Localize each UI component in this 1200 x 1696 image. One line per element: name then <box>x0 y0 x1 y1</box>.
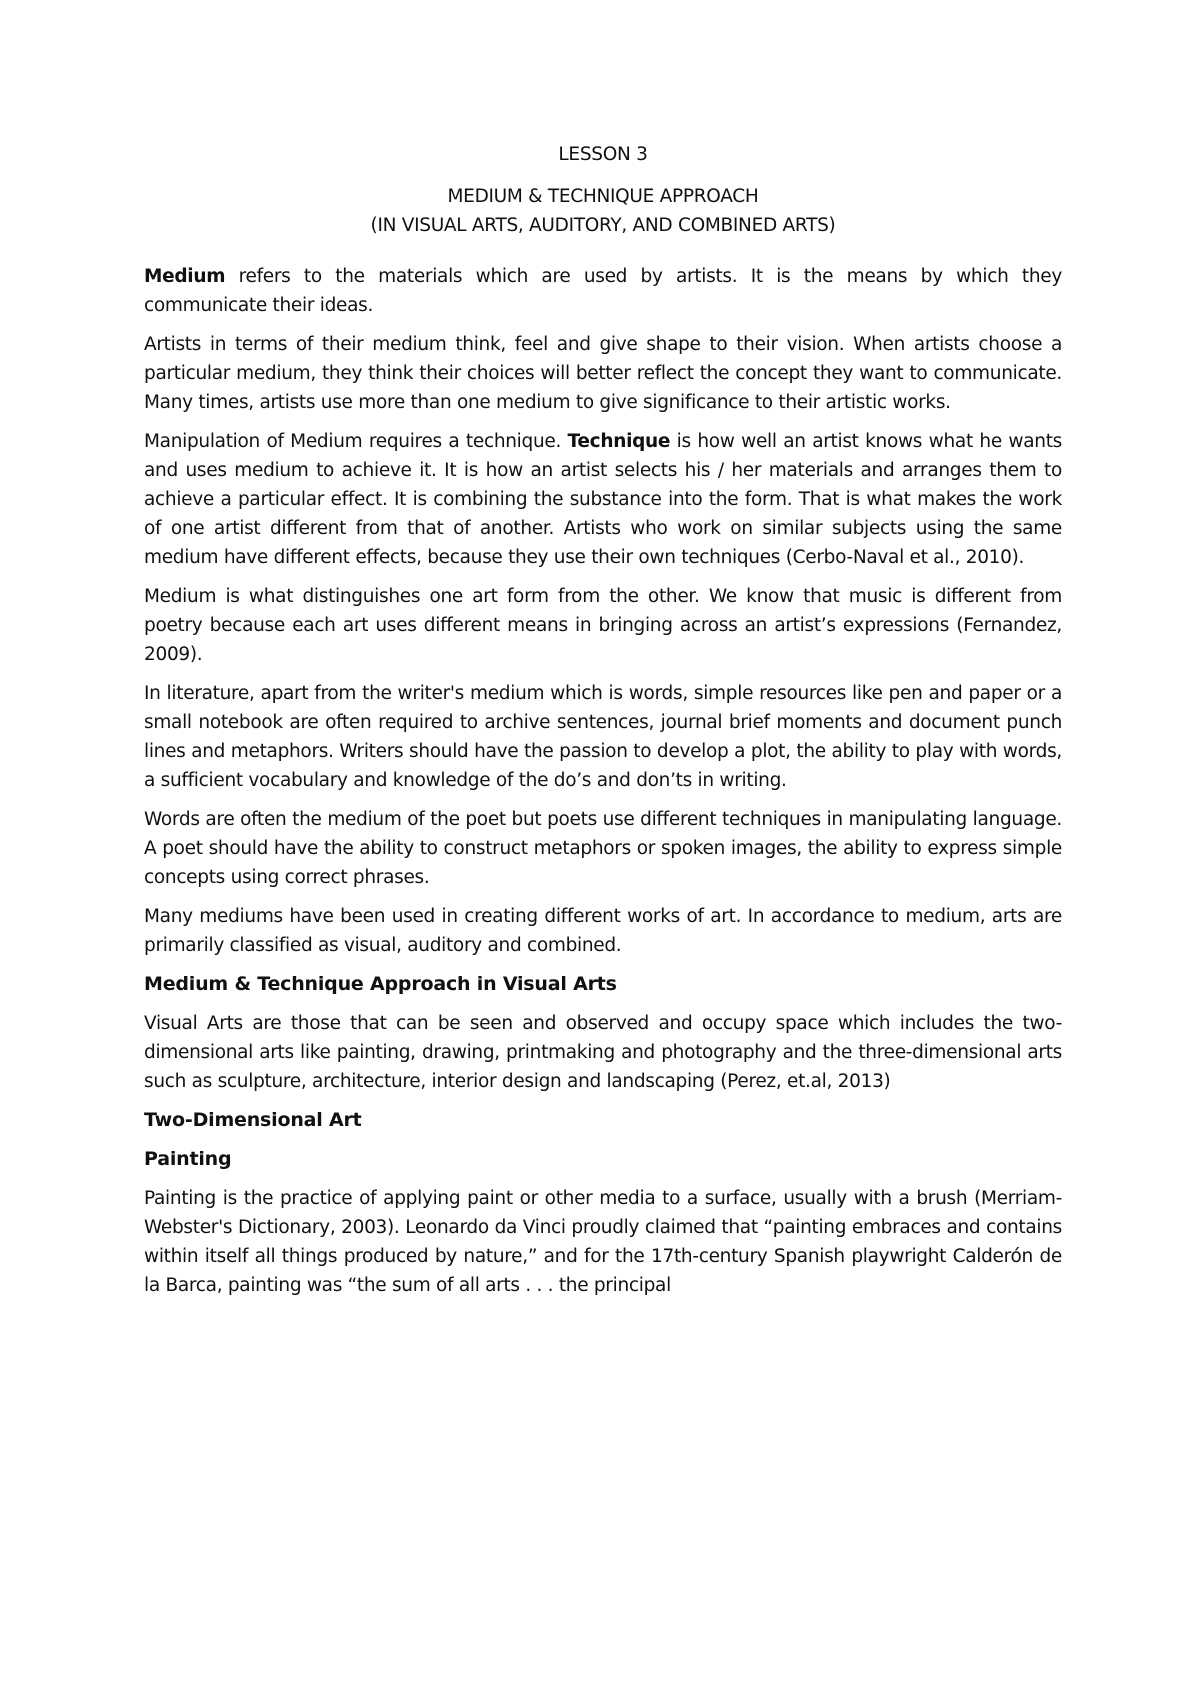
paragraph-medium-definition <box>144 262 1062 320</box>
paragraph-poetry: Words are often the medium of the poet but poets use different techniques in manipulating language. A poet should have the ability to construct metaphors or spoken images, the ability to express simple concepts using correct phrases. <box>144 809 1062 888</box>
paragraph-technique <box>144 427 1062 572</box>
paragraph-literature: In literature, apart from the writer's medium which is words, simple resources like pen and paper or a small notebook are often required to archive sentences, journal brief moments and document punch lines and metaphors. Writers should have the passion to develop a plot, the ability to play with words, a sufficient vocabulary and knowledge of the do’s and don’ts in writing. <box>144 683 1062 791</box>
paragraph-medium-definition-text: refers to the materials which are used by artists. It is the means by which they communicate their ideas. <box>144 266 1062 316</box>
paragraph-visual-arts: Visual Arts are those that can be seen and observed and occupy space which includes the two-dimensional arts like painting, drawing, printmaking and photography and the three-dimensional arts such as sculpture, architecture, interior design and landscaping (Perez, et.al, 2013) <box>144 1013 1062 1092</box>
lesson-number: LESSON 3 <box>558 144 648 165</box>
paragraph-art-forms: Medium is what distinguishes one art form from the other. We know that music is different from poetry because each art uses different means in bringing across an artist’s expressions (Fernandez, 2009). <box>144 586 1062 665</box>
paragraph-painting: Painting is the practice of applying paint or other media to a surface, usually with a brush (Merriam-Webster's Dictionary, 2003). Leonardo da Vinci proudly claimed that “painting embraces and contains within itself all things produced by nature,” and for the 17th-century Spanish playwright Calderón de la Barca, painting was “the sum of all arts . . . the principal <box>144 1188 1062 1296</box>
heading-two-dimensional-art: Two-Dimensional Art <box>144 1109 362 1131</box>
lesson-title-line-1: MEDIUM & TECHNIQUE APPROACH <box>447 186 759 207</box>
term-medium: Medium <box>144 266 226 287</box>
paragraph-technique-text: is how well an artist knows what he wants and uses medium to achieve it. It is how an artist selects his / her materials and arranges them to achieve a particular effect. It is combining the substance into the form. That is what makes the work of one artist different from that of another. Artists who work on similar subjects using the same medium have different effects, because they use their own techniques (Cerbo-Naval et al., 2010). <box>144 431 1062 568</box>
paragraph-artists-medium: Artists in terms of their medium think, feel and give shape to their vision. When artists choose a particular medium, they think their choices will better reflect the concept they want to communicate. Many times, artists use more than one medium to give significance to their artistic works. <box>144 334 1062 413</box>
lesson-title-line-2: (IN VISUAL ARTS, AUDITORY, AND COMBINED ARTS) <box>370 215 836 236</box>
lesson-title <box>144 182 1062 240</box>
heading-visual-arts: Medium & Technique Approach in Visual Arts <box>144 973 617 995</box>
heading-painting: Painting <box>144 1148 232 1170</box>
paragraph-classification: Many mediums have been used in creating different works of art. In accordance to medium, arts are primarily classified as visual, auditory and combined. <box>144 906 1062 956</box>
term-technique: Technique <box>567 431 671 452</box>
document-page <box>144 140 1062 1310</box>
paragraph-technique-intro: Manipulation of Medium requires a technique. <box>144 431 568 452</box>
